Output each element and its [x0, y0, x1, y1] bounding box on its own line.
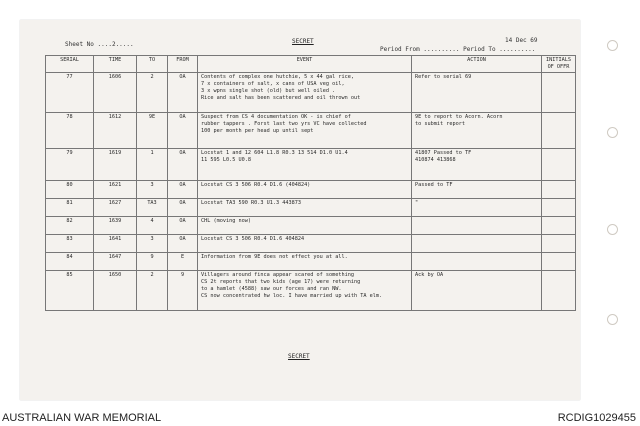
- time-cell: 1639: [94, 217, 137, 235]
- serial-cell: 78: [46, 113, 94, 149]
- table-row: [46, 271, 576, 311]
- action-cell: [412, 217, 542, 235]
- action-cell: Passed to TF: [412, 181, 542, 199]
- to-cell: TA3: [137, 199, 168, 217]
- punch-hole: [607, 127, 618, 138]
- table-body: [46, 73, 576, 311]
- initials-cell: [542, 149, 576, 181]
- time-cell: 1627: [94, 199, 137, 217]
- to-cell: 4: [137, 217, 168, 235]
- serial-cell: 79: [46, 149, 94, 181]
- event-cell: CHL (moving now): [198, 217, 412, 235]
- column-header: TO: [137, 56, 168, 73]
- time-cell: 1650: [94, 271, 137, 311]
- action-cell: Refer to serial 69: [412, 73, 542, 113]
- from-cell: OA: [168, 113, 198, 149]
- serial-cell: 84: [46, 253, 94, 271]
- event-cell: Information from 9E does not effect you at all.: [198, 253, 412, 271]
- column-header: FROM: [168, 56, 198, 73]
- log-table: [45, 55, 576, 311]
- punch-hole: [607, 224, 618, 235]
- time-cell: 1647: [94, 253, 137, 271]
- action-cell: [412, 253, 542, 271]
- classification-top: SECRET: [292, 38, 314, 45]
- period-range: Period From .......... Period To ..........: [380, 46, 536, 53]
- table-row: [46, 73, 576, 113]
- punch-hole: [607, 314, 618, 325]
- action-cell: ": [412, 199, 542, 217]
- action-cell: Ack by OA: [412, 271, 542, 311]
- table-row: [46, 253, 576, 271]
- column-header: EVENT: [198, 56, 412, 73]
- from-cell: 9: [168, 271, 198, 311]
- archive-id: RCDIG1029455: [557, 412, 636, 424]
- column-header: SERIAL: [46, 56, 94, 73]
- initials-cell: [542, 271, 576, 311]
- serial-cell: 81: [46, 199, 94, 217]
- initials-cell: [542, 217, 576, 235]
- serial-cell: 83: [46, 235, 94, 253]
- to-cell: 1: [137, 149, 168, 181]
- time-cell: 1621: [94, 181, 137, 199]
- time-cell: 1612: [94, 113, 137, 149]
- action-cell: 9E to report to Acorn. Acorn to submit report: [412, 113, 542, 149]
- serial-cell: 77: [46, 73, 94, 113]
- table-row: [46, 217, 576, 235]
- initials-cell: [542, 199, 576, 217]
- from-cell: OA: [168, 217, 198, 235]
- initials-cell: [542, 113, 576, 149]
- event-cell: Contents of complex one hutchie, 5 x 44 gal rice, 7 x containers of salt, x cans of USA veg oil, 3 x wpns single shot (old) but well oiled . Rice and salt has been scattered and oil thrown out: [198, 73, 412, 113]
- initials-cell: [542, 253, 576, 271]
- sheet-number: Sheet No ....2.....: [65, 41, 134, 48]
- to-cell: 3: [137, 181, 168, 199]
- log-date: 14 Dec 69: [505, 37, 538, 44]
- initials-cell: [542, 235, 576, 253]
- from-cell: OA: [168, 235, 198, 253]
- event-cell: Locstat CS 3 506 R0.4 D1.6 404824: [198, 235, 412, 253]
- table-row: [46, 181, 576, 199]
- time-cell: 1619: [94, 149, 137, 181]
- event-cell: Villagers around finca appear scared of something CS 2t reports that two kids (age 17) were returning to a hamlet (4588) saw our forces and ran NW. CS now concentrated hw loc. I have married up with TA elm.: [198, 271, 412, 311]
- event-cell: Suspect from CS 4 documentation OK - is chief of rubber tappers . Forst last two yrs VC have collected 100 per month per head up until sept: [198, 113, 412, 149]
- time-cell: 1641: [94, 235, 137, 253]
- event-cell: Locstat 1 and 12 604 L1.8 R0.3 13 514 D1.0 U1.4 11 595 L0.5 U0.8: [198, 149, 412, 181]
- column-header: INITIALS OF OFFR: [542, 56, 576, 73]
- column-header: ACTION: [412, 56, 542, 73]
- table-row: [46, 235, 576, 253]
- from-cell: OA: [168, 149, 198, 181]
- from-cell: E: [168, 253, 198, 271]
- action-cell: 41807 Passed to TF 410874 413868: [412, 149, 542, 181]
- from-cell: OA: [168, 181, 198, 199]
- event-cell: Locstat TA3 590 R0.3 U1.3 443873: [198, 199, 412, 217]
- serial-cell: 85: [46, 271, 94, 311]
- initials-cell: [542, 181, 576, 199]
- serial-cell: 82: [46, 217, 94, 235]
- table-header-row: [46, 56, 576, 73]
- to-cell: 3: [137, 235, 168, 253]
- serial-cell: 80: [46, 181, 94, 199]
- event-cell: Locstat CS 3 506 R0.4 D1.6 (404824): [198, 181, 412, 199]
- archive-credit: AUSTRALIAN WAR MEMORIAL: [2, 412, 162, 424]
- table-row: [46, 113, 576, 149]
- to-cell: 9E: [137, 113, 168, 149]
- column-header: TIME: [94, 56, 137, 73]
- to-cell: 2: [137, 73, 168, 113]
- from-cell: OA: [168, 73, 198, 113]
- classification-bottom: SECRET: [288, 353, 310, 360]
- to-cell: 2: [137, 271, 168, 311]
- initials-cell: [542, 73, 576, 113]
- from-cell: OA: [168, 199, 198, 217]
- table-row: [46, 149, 576, 181]
- punch-hole: [607, 40, 618, 51]
- to-cell: 9: [137, 253, 168, 271]
- table-row: [46, 199, 576, 217]
- action-cell: [412, 235, 542, 253]
- time-cell: 1606: [94, 73, 137, 113]
